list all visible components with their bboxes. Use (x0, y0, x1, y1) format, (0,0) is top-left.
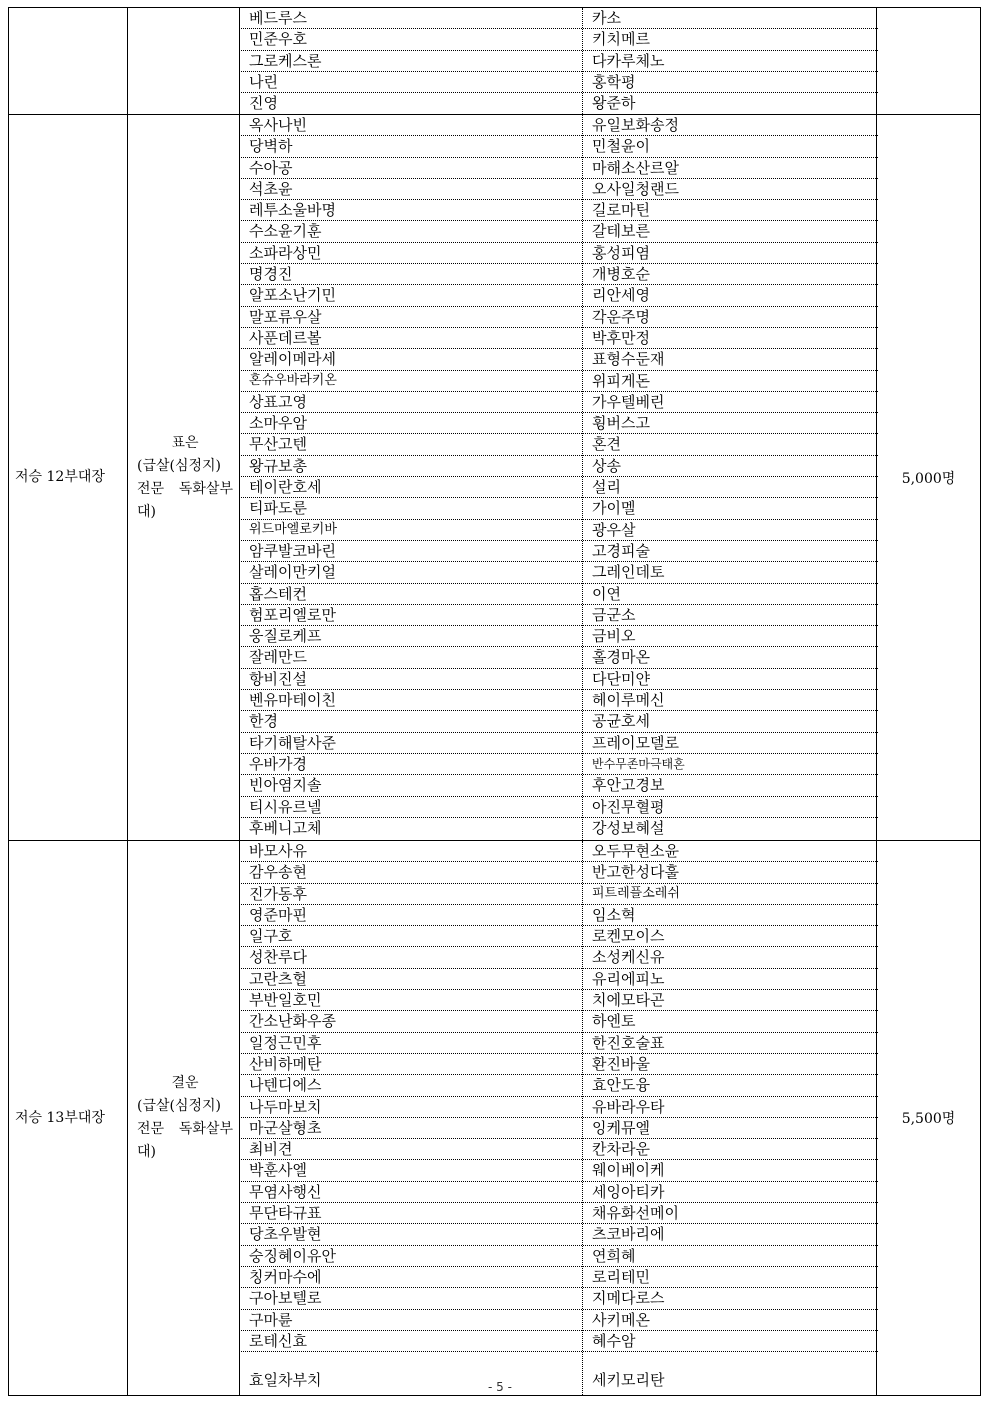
name-left: 수소윤기훈 (249, 222, 322, 241)
name-left: 최비견 (249, 1140, 293, 1159)
document-table (8, 7, 981, 1396)
table-row (241, 179, 878, 200)
table-row (241, 1288, 878, 1309)
name-right: 효안도융 (592, 1076, 650, 1095)
name-right: 반고한성다훌 (592, 863, 679, 882)
name-right: 세키모리탄 (592, 1371, 665, 1390)
name-right: 다단미얀 (592, 669, 650, 688)
name-right: 가우텔베린 (592, 392, 665, 411)
name-left: 옥사나빈 (249, 116, 307, 134)
troop-count: 5,500명 (901, 1111, 956, 1127)
table-row (241, 862, 878, 883)
column-divider (239, 841, 240, 1395)
name-right: 박후만정 (592, 328, 650, 347)
name-left: 명경진 (249, 265, 293, 284)
name-list (241, 841, 878, 1396)
name-left: 홉스테컨 (249, 584, 307, 603)
name-left: 나텐디에스 (249, 1076, 322, 1095)
name-left: 무염사행신 (249, 1182, 322, 1201)
column-divider (239, 115, 240, 840)
table-section (8, 115, 981, 841)
table-row (241, 307, 878, 328)
name-left: 상표고영 (249, 392, 307, 411)
name-right: 지메다로스 (592, 1289, 665, 1308)
table-row (241, 1054, 878, 1075)
name-left: 왕규보총 (249, 456, 307, 475)
table-row (241, 1011, 878, 1032)
table-row (241, 477, 878, 498)
name-right: 환진바울 (592, 1054, 650, 1073)
table-row (241, 990, 878, 1011)
unit-commander: 표은 (171, 434, 199, 451)
table-row (241, 690, 878, 711)
name-left: 항비진설 (249, 669, 307, 688)
name-right: 표형수둔재 (592, 350, 665, 369)
name-right: 츠코바리에 (592, 1225, 665, 1244)
column-divider (127, 8, 128, 114)
name-left: 박훈사엘 (249, 1161, 307, 1180)
name-right: 프레이모델로 (592, 733, 679, 752)
name-left: 석초윤 (249, 179, 293, 198)
table-row (241, 926, 878, 947)
unit-commander: 결운 (171, 1075, 199, 1091)
table-row (241, 136, 878, 157)
table-row (241, 1352, 878, 1396)
table-row (241, 1160, 878, 1181)
table-row (241, 1118, 878, 1139)
table-row (241, 29, 878, 50)
name-right: 한진호술표 (592, 1033, 665, 1052)
column-divider (127, 115, 128, 840)
table-row (241, 584, 878, 605)
name-right: 휭버스고 (592, 414, 650, 433)
name-right: 칸차라운 (592, 1140, 650, 1159)
table-row (241, 733, 878, 754)
name-left: 마군살형초 (249, 1118, 322, 1137)
table-row (241, 72, 878, 93)
name-left: 당벽하 (249, 137, 293, 156)
name-left: 고란츠헐 (249, 969, 307, 988)
name-right: 혼견 (592, 435, 621, 454)
name-right: 유바라우타 (592, 1097, 665, 1116)
name-right: 상송 (592, 456, 621, 475)
name-right: 오두무현소윤 (592, 842, 679, 860)
name-left: 부반일호민 (249, 991, 322, 1010)
name-left: 후베니고체 (249, 818, 322, 837)
name-right: 왕준하 (592, 94, 636, 113)
table-row (241, 264, 878, 285)
name-left: 험포리엘로만 (249, 605, 336, 624)
table-row (241, 562, 878, 583)
name-right: 유일보화송정 (592, 116, 679, 134)
name-left: 나린 (249, 72, 278, 91)
name-list (241, 115, 878, 839)
name-right: 설리 (592, 478, 621, 497)
name-right: 유리에피노 (592, 969, 665, 988)
table-row (241, 1310, 878, 1331)
rank-cell (9, 8, 127, 114)
name-left: 알포소난기민 (249, 286, 336, 305)
name-left: 티시유르넬 (249, 797, 322, 816)
name-right: 사키메온 (592, 1310, 650, 1329)
rank-cell (9, 841, 127, 1395)
name-left: 티파도룬 (249, 499, 307, 518)
name-left: 사푼데르볼 (249, 328, 322, 347)
name-right: 피트레플소레쉬 (592, 885, 680, 901)
table-row (241, 947, 878, 968)
table-row (241, 1075, 878, 1096)
name-left: 웅질로케프 (249, 627, 322, 646)
name-left: 알레이메라세 (249, 350, 336, 369)
name-right: 카소 (592, 9, 621, 27)
name-left: 로테신효 (249, 1331, 307, 1350)
table-row (241, 349, 878, 370)
table-row (241, 797, 878, 818)
table-row (241, 434, 878, 455)
table-row (241, 328, 878, 349)
name-right: 웨이베이케 (592, 1161, 665, 1180)
unit-description: (급살(심정지)전문 독화살부대) (137, 1098, 233, 1160)
name-left: 칭커마수에 (249, 1267, 322, 1286)
name-right: 하엔토 (592, 1012, 636, 1031)
name-list (241, 8, 878, 114)
table-row (241, 1097, 878, 1118)
column-divider (127, 841, 128, 1395)
table-row (241, 1224, 878, 1245)
name-left: 빈아염지솔 (249, 776, 322, 795)
table-row (241, 884, 878, 905)
name-right: 가이멜 (592, 499, 636, 518)
name-left: 살레이만키얼 (249, 563, 336, 582)
name-left: 벤유마테이친 (249, 691, 336, 710)
name-right: 홀경마온 (592, 648, 650, 667)
name-right: 고경피술 (592, 541, 650, 560)
table-row (241, 285, 878, 306)
unit-cell (129, 841, 237, 1395)
table-section (8, 7, 981, 115)
table-row (241, 841, 878, 862)
table-row (241, 775, 878, 796)
name-left: 소마우암 (249, 414, 307, 433)
name-right: 키치메르 (592, 30, 650, 49)
unit-description: (급살(심정지)전문 독화살부대) (137, 457, 233, 520)
name-right: 오사일청랜드 (592, 179, 679, 198)
name-right: 임소혁 (592, 905, 636, 924)
name-left: 나두마보치 (249, 1097, 322, 1116)
name-left: 우바가경 (249, 754, 307, 773)
name-left: 암쿠발코바린 (249, 541, 336, 560)
name-right: 세잉아티카 (592, 1182, 665, 1201)
name-right: 개병호순 (592, 265, 650, 284)
table-row (241, 115, 878, 136)
name-left: 타기해탈사준 (249, 733, 336, 752)
name-right: 갈테보른 (592, 222, 650, 241)
table-row (241, 158, 878, 179)
name-left: 산비하메탄 (249, 1054, 322, 1073)
unit-cell (129, 115, 237, 840)
name-left: 잘레만드 (249, 648, 307, 667)
name-left: 혼슈우바라키온 (249, 372, 337, 388)
table-row (241, 905, 878, 926)
table-row (241, 8, 878, 29)
table-row (241, 669, 878, 690)
table-row (241, 1033, 878, 1054)
table-row (241, 51, 878, 72)
table-row (241, 93, 878, 114)
name-left: 한경 (249, 712, 278, 731)
table-row (241, 647, 878, 668)
table-row (241, 1139, 878, 1160)
name-right: 공균호세 (592, 712, 650, 731)
name-right: 마해소산르알 (592, 158, 679, 177)
name-left: 숭징혜이유안 (249, 1246, 336, 1265)
table-row (241, 605, 878, 626)
table-row (241, 243, 878, 264)
name-left: 바모사유 (249, 842, 307, 860)
name-left: 효일차부치 (249, 1371, 322, 1390)
name-right: 위피게돈 (592, 371, 650, 390)
unit-cell (129, 8, 237, 114)
name-right: 그레인데토 (592, 563, 665, 582)
name-left: 베드루스 (249, 9, 307, 27)
table-row (241, 711, 878, 732)
table-row (241, 1331, 878, 1352)
name-right: 로켄모이스 (592, 927, 665, 946)
name-left: 레투소울바명 (249, 201, 336, 220)
table-row (241, 456, 878, 477)
name-right: 연희혜 (592, 1246, 636, 1265)
name-right: 잉케뮤엘 (592, 1118, 650, 1137)
troop-count: 5,000명 (901, 470, 956, 487)
table-row (241, 754, 878, 775)
rank-text: 저승 12부대장 (15, 469, 105, 485)
table-row (241, 1182, 878, 1203)
name-right: 후안고경보 (592, 776, 665, 795)
table-row (241, 221, 878, 242)
name-left: 진영 (249, 94, 278, 113)
name-left: 그로케스론 (249, 51, 322, 70)
name-right: 치에모타곤 (592, 991, 665, 1010)
name-right: 홍학평 (592, 72, 636, 91)
name-left: 구마륜 (249, 1310, 293, 1329)
unit-text (137, 1072, 233, 1164)
rank-cell (9, 115, 127, 840)
table-row (241, 1267, 878, 1288)
name-right: 각운주명 (592, 307, 650, 326)
name-left: 일구호 (249, 927, 293, 946)
name-right: 광우살 (592, 520, 636, 539)
name-right: 민철윤이 (592, 137, 650, 156)
name-right: 리안세영 (592, 286, 650, 305)
name-left: 민준우호 (249, 30, 307, 49)
name-left: 소파라상민 (249, 243, 322, 262)
name-left: 수아공 (249, 158, 293, 177)
name-right: 혜수암 (592, 1331, 636, 1350)
name-right: 헤이루메신 (592, 691, 665, 710)
troop-count (878, 8, 979, 114)
name-right: 아진무혈평 (592, 797, 665, 816)
name-right: 반수무존마극태혼 (592, 756, 685, 771)
name-right: 금군소 (592, 605, 636, 624)
table-row (241, 969, 878, 990)
column-divider (239, 8, 240, 114)
table-section (8, 841, 981, 1396)
name-left: 테이란호세 (249, 478, 322, 497)
table-row (241, 818, 878, 839)
name-left: 감우송현 (249, 863, 307, 882)
table-row (241, 626, 878, 647)
name-right: 로리테민 (592, 1267, 650, 1286)
table-row (241, 541, 878, 562)
name-left: 구아보텔로 (249, 1289, 322, 1308)
unit-text (137, 432, 233, 524)
name-right: 이연 (592, 584, 621, 603)
rank-text: 저승 13부대장 (15, 1109, 105, 1126)
name-left: 진가동후 (249, 884, 307, 903)
name-left: 성찬루다 (249, 948, 307, 967)
name-left: 간소난화우종 (249, 1012, 336, 1031)
name-left: 당초우발현 (249, 1225, 322, 1244)
name-left: 위드마엘로키바 (249, 521, 337, 537)
name-left: 무산고텐 (249, 435, 307, 454)
name-right: 채유화선메이 (592, 1204, 679, 1223)
name-left: 일정근민후 (249, 1033, 322, 1052)
name-right: 길로마틴 (592, 201, 650, 220)
page-number: - 5 - (488, 1380, 512, 1394)
table-row (241, 371, 878, 392)
name-left: 무단타규표 (249, 1204, 322, 1223)
table-row (241, 413, 878, 434)
table-row (241, 1203, 878, 1224)
name-right: 다카루체노 (592, 51, 665, 70)
table-row (241, 392, 878, 413)
name-right: 금비오 (592, 627, 636, 646)
table-row (241, 200, 878, 221)
name-right: 홍성피염 (592, 243, 650, 262)
table-row (241, 1246, 878, 1267)
table-row (241, 498, 878, 519)
name-right: 소성케신유 (592, 948, 665, 967)
name-right: 강성보혜설 (592, 818, 665, 837)
name-left: 영준마핀 (249, 905, 307, 924)
name-left: 말포류우살 (249, 307, 322, 326)
table-row (241, 520, 878, 541)
